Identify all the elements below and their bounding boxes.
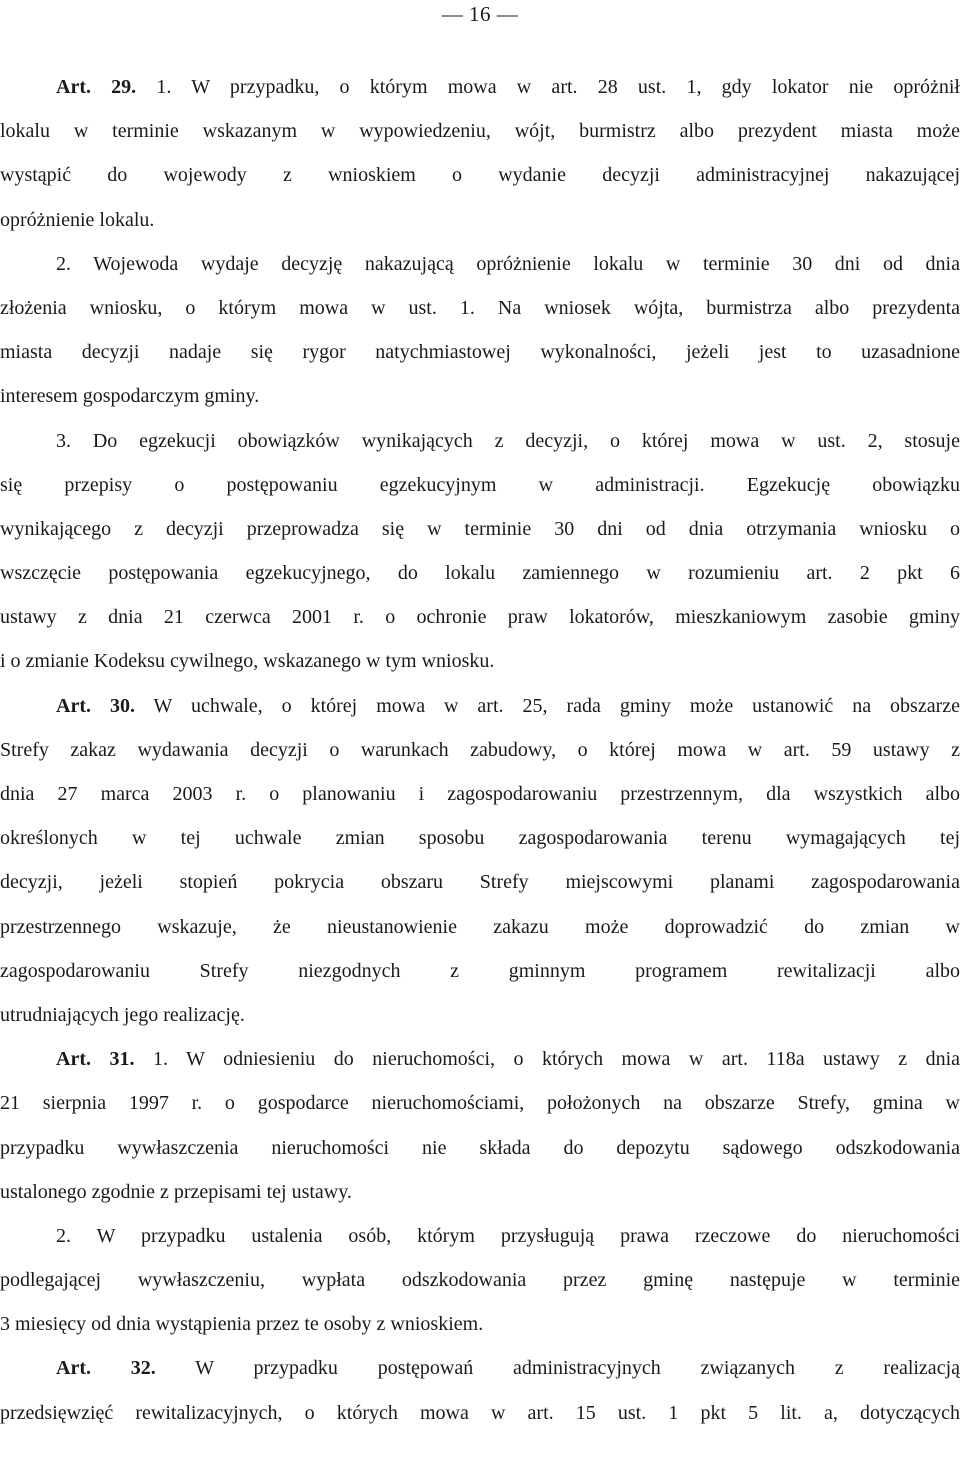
article-label: Art. 30. [56, 694, 135, 717]
paragraph-art32 [0, 1357, 960, 1445]
text-line: interesem gospodarczym gminy. [0, 385, 260, 408]
text-line: utrudniających jego realizację. [0, 1003, 245, 1026]
text-line [0, 1357, 960, 1401]
text-line: i o zmianie Kodeksu cywilnego, wskazanego w tym wniosku. [0, 650, 495, 673]
text-line: zagospodarowaniu Strefy niezgodnych z gminnym programem rewitalizacji albo [0, 959, 960, 982]
text-line: ustalonego zgodnie z przepisami tej ustawy. [0, 1180, 352, 1203]
text-line [0, 1048, 960, 1092]
paragraph-art29-2 [0, 253, 960, 430]
text-line: 2. Wojewoda wydaje decyzję nakazującą opróżnienie lokalu w terminie 30 dni od dnia [56, 252, 960, 275]
line-text: 1. W odniesieniu do nieruchomości, o których mowa w art. 118a ustawy z dnia [134, 1048, 960, 1071]
line-text: W uchwale, o której mowa w art. 25, rada gminy może ustanowić na obszarze [134, 694, 960, 717]
text-line: ustawy z dnia 21 czerwca 2001 r. o ochronie praw lokatorów, mieszkaniowym zasobie gminy [0, 606, 960, 629]
text-line: wszczęcie postępowania egzekucyjnego, do lokalu zamiennego w rozumieniu art. 2 pkt 6 [0, 562, 960, 585]
text-line: miasta decyzji nadaje się rygor natychmiastowej wykonalności, jeżeli jest to uzasadnione [0, 341, 960, 364]
document-body [0, 76, 960, 1446]
page-number: — 16 — [441, 2, 519, 26]
article-label: Art. 29. [56, 76, 137, 98]
text-line: dnia 27 marca 2003 r. o planowaniu i zagospodarowaniu przestrzennym, dla wszystkich albo [0, 783, 960, 805]
text-line: przestrzennego wskazuje, że nieustanowienie zakazu może doprowadzić do zmian w [0, 915, 960, 938]
text-line: 2. W przypadku ustalenia osób, którym przysługują prawa rzeczowe do nieruchomości [56, 1224, 960, 1247]
line-text: 1. W przypadku, o którym mowa w art. 28 ust. 1, gdy lokator nie opróżnił [136, 76, 960, 98]
text-line: się przepisy o postępowaniu egzekucyjnym w administracji. Egzekucję obowiązku [0, 473, 960, 496]
line-text: W przypadku postępowań administracyjnych związanych z realizacją [155, 1357, 960, 1380]
text-line: lokalu w terminie wskazanym w wypowiedzeniu, wójt, burmistrz albo prezydent miasta może [0, 120, 960, 143]
text-line: Strefy zakaz wydawania decyzji o warunkach zabudowy, o której mowa w art. 59 ustawy z [0, 738, 960, 761]
text-line: złożenia wniosku, o którym mowa w ust. 1. Na wniosek wójta, burmistrza albo prezydenta [0, 296, 960, 319]
text-line: 21 sierpnia 1997 r. o gospodarce nieruchomościami, położonych na obszarze Strefy, gmina w [0, 1092, 960, 1115]
text-line: 3. Do egzekucji obowiązków wynikających z decyzji, o której mowa w ust. 2, stosuje [56, 429, 960, 452]
text-line: podlegającej wywłaszczeniu, wypłata odszkodowania przez gminę następuje w terminie [0, 1269, 960, 1292]
text-line: opróżnienie lokalu. [0, 208, 155, 231]
paragraph-art31-1 [0, 1048, 960, 1225]
paragraph-art30 [0, 695, 960, 1049]
text-line [0, 695, 960, 739]
article-label: Art. 31. [56, 1048, 135, 1071]
paragraph-art31-2 [0, 1225, 960, 1358]
text-line: decyzji, jeżeli stopień pokrycia obszaru Strefy miejscowymi planami zagospodarowania [0, 871, 960, 894]
text-line: określonych w tej uchwale zmian sposobu zagospodarowania terenu wymagających tej [0, 827, 960, 850]
paragraph-art29-3 [0, 430, 960, 695]
paragraph-art29-1 [0, 76, 960, 253]
text-line: wynikającego z decyzji przeprowadza się w terminie 30 dni od dnia otrzymania wniosku o [0, 517, 960, 540]
text-line: wystąpić do wojewody z wnioskiem o wydanie decyzji administracyjnej nakazującej [0, 164, 960, 187]
article-label: Art. 32. [56, 1357, 156, 1380]
text-line: przypadku wywłaszczenia nieruchomości nie składa do depozytu sądowego odszkodowania [0, 1136, 960, 1159]
text-line [0, 76, 960, 120]
text-line: 3 miesięcy od dnia wystąpienia przez te osoby z wnioskiem. [0, 1313, 484, 1336]
text-line: przedsięwzięć rewitalizacyjnych, o których mowa w art. 15 ust. 1 pkt 5 lit. a, dotyczących [0, 1401, 960, 1424]
